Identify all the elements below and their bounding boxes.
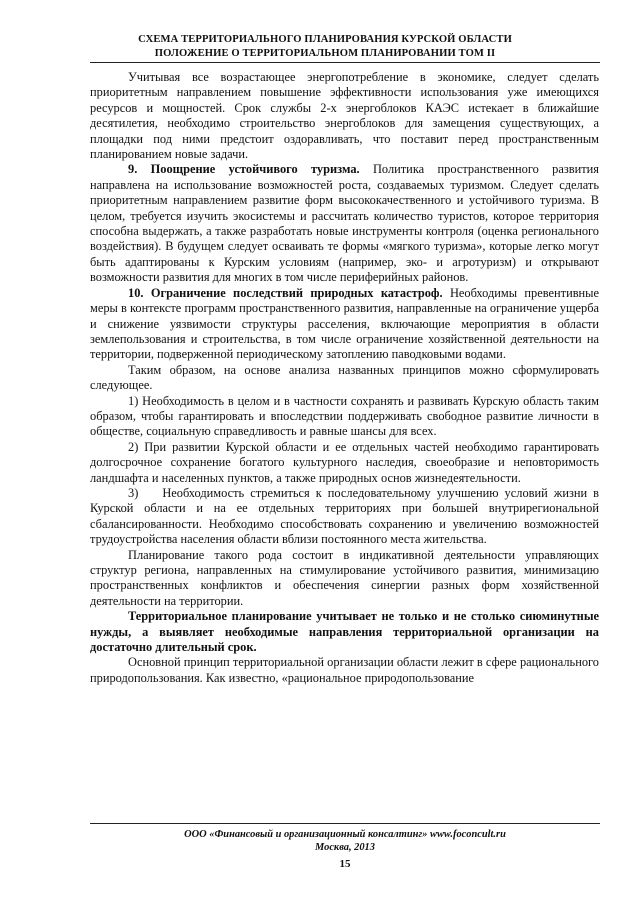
paragraph-disasters-title: 10. Ограничение последствий природных катастроф. [128, 285, 443, 300]
paragraph-territorial-planning-bold: Территориальное планирование учитывает не только и не столько сиюминутные нужды, а выявляет необходимые направления территориальной организации на достаточно длительный срок. [90, 609, 599, 655]
paragraph-tourism [90, 162, 599, 285]
page-number: 15 [339, 858, 351, 870]
paragraph-principle: Основной принцип территориальной организации области лежит в сфере рационального природопользования. Как известно, «рациональное природопользование [90, 655, 599, 685]
paragraph-planning: Планирование такого рода состоит в индикативной деятельности управляющих структур региона, направленных на стимулирование устойчивого развития, минимизацию пространственных конфликтов и обеспечения синергии разных форм хозяйственной деятельности на территории. [90, 547, 599, 608]
header-title-line1: СХЕМА ТЕРРИТОРИАЛЬНОГО ПЛАНИРОВАНИЯ КУРСКОЙ ОБЛАСТИ [138, 34, 512, 45]
paragraph-summary-intro: Таким образом, на основе анализа названных принципов можно сформулировать следующее. [90, 362, 599, 393]
footer-company: ООО «Финансовый и организационный консалтинг» www.foconcult.ru [184, 829, 506, 840]
paragraph-item-1: 1) Необходимость в целом и в частности сохранять и развивать Курскую область таким образом, чтобы гарантировать и впоследствии поддерживать свободное развитие личности в обществе, социальную справедливость и равные шансы для всех. [90, 393, 599, 439]
paragraph-item-3-text: Необходимость стремиться к последовательному улучшению условий жизни в Курской области и на ее отдельных территориях при большей внутрирегиональной сбалансированности. Необходимо способствовать сохранению и увеличению возможностей трудоустройства населения области вблизи постоянного места жительства. [90, 485, 599, 547]
paragraph-item-3-number: 3) [128, 485, 139, 500]
paragraph-disasters [90, 286, 599, 363]
page-header [60, 33, 590, 61]
footer-divider [90, 823, 600, 824]
paragraph-energy: Учитывая все возрастающее энергопотребление в экономике, следует сделать приоритетным направлением повышение эффективности использования уже имеющихся ресурсов и мощностей. Срок службы 2-х энергоблоков КАЭС истекает в ближайшие десятилетия, необходимо строительство энергоблоков для замещения существующих, а площадки под ними предстоит оздоравливать, что поставит перед пространственным планированием новые задачи. [90, 70, 599, 162]
paragraph-disasters-text: Необходимы превентивные меры в контексте программ пространственного развития, направленные на ограничение ущерба и снижение уязвимости структуры расселения, включающие мероприятия в области землепользования и строительства, в том числе ограничение хозяйственной деятельности на территории, подверженной периодическому затоплению паводковыми водами. [90, 285, 600, 362]
document-body [90, 70, 599, 686]
paragraph-tourism-title: 9. Поощрение устойчивого туризма. [128, 162, 360, 177]
paragraph-item-3 [90, 486, 599, 548]
paragraph-item-2: 2) При развитии Курской области и ее отдельных частей необходимо гарантировать долгосрочное сохранение богатого культурного наследия, своеобразие и неповторимость ландшафта и населенных пунктов, а также природных основ жизнедеятельности. [90, 439, 599, 485]
page-footer [90, 828, 600, 854]
footer-city-year: Москва, 2013 [315, 842, 375, 853]
paragraph-territorial-planning [90, 609, 599, 655]
paragraph-tourism-text: Политика пространственного развития направлена на использование возможностей роста, создаваемых туризмом. Следует сделать приоритетным направлением развитие форм высококачественного и устойчивого туризма. В целом, требуется изучить экосистемы и рассчитать количество туристов, которое территория способна выдержать, а также разработать новые инструменты контроля (оценка регионального воздействия). В будущем следует осваивать те формы «мягкого туризма», которые легко могут быть адаптированы к Курским условиям (например, эко- и агротуризм) и открывают возможности развития для многих в том числе периферийных районов. [90, 162, 600, 285]
header-title-line2: ПОЛОЖЕНИЕ О ТЕРРИТОРИАЛЬНОМ ПЛАНИРОВАНИИ ТОМ II [154, 48, 496, 59]
header-divider [90, 62, 600, 63]
